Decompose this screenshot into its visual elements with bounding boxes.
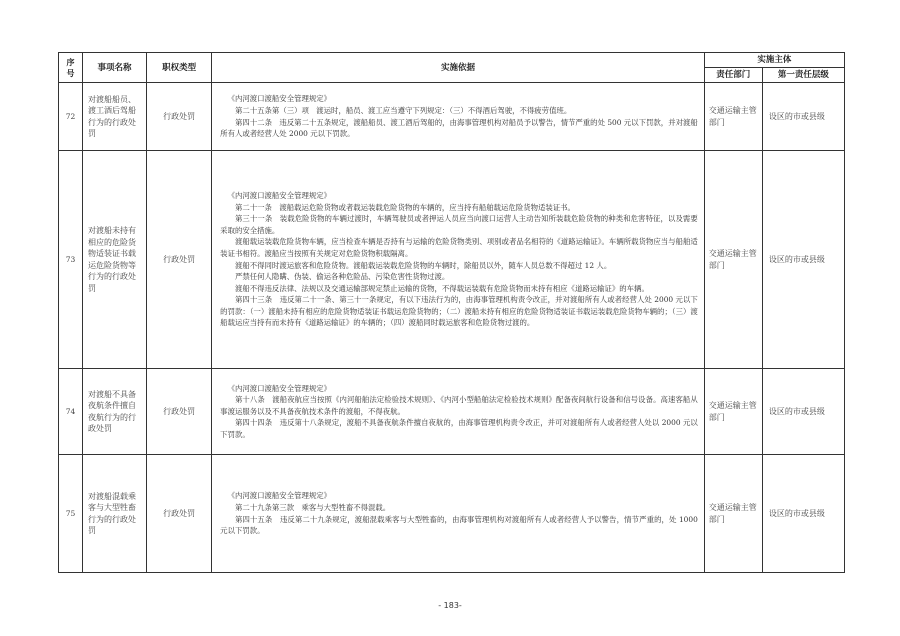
basis-paragraph: 《内河渡口渡船安全管理规定》 [227, 94, 332, 104]
basis-paragraph: 《内河渡口渡船安全管理规定》 [227, 491, 332, 501]
row-number: 74 [59, 369, 83, 455]
table-row [59, 369, 845, 455]
implementation-basis [212, 83, 705, 151]
page-number: - 183- [438, 601, 462, 610]
basis-paragraph: 第二十一条 渡船载运危险货物或者载运装载危险货物的车辆的，应当持有船舶载运危险货物适装证书。 [234, 202, 575, 212]
basis-paragraph: 第四十五条 违反第二十九条规定，渡船混载乘客与大型牲畜的，由海事管理机构对渡船所有人或者经营人予以警告，情节严重的，处 1000 元以下罚款。 [220, 514, 698, 536]
basis-paragraph: 第四十四条 违反第十八条规定，渡船不具备夜航条件擅自夜航的，由海事管理机构责令改正，并可对渡船所有人或者经营人处以 2000 元以下罚款。 [220, 418, 698, 439]
power-type: 行政处罚 [147, 455, 212, 573]
table-row [59, 83, 845, 151]
item-name: 对渡船不具备夜航条件擅自夜航行为的行政处罚 [83, 369, 147, 455]
header-basis: 实施依据 [212, 53, 705, 83]
power-type: 行政处罚 [147, 151, 212, 369]
basis-paragraph: 第二十九条第三款 乘客与大型牲畜不得混载。 [234, 502, 391, 512]
basis-paragraph: 渡船载运装载危险货物车辆，应当检查车辆是否持有与运输的危险货物类别、项别或者品名相符的《道路运输证》。车辆所载货物应当与船舶适装证书相符。渡船应当按照有关规定对危险货物积载隔离。 [220, 237, 698, 258]
powers-table [58, 52, 845, 573]
basis-paragraph: 第十八条 渡船夜航应当按照《内河船舶法定检验技术规则》、《内河小型船舶法定检验技术规则》配备夜间航行设备和信号设备。高速客船从事渡运服务以及不具备夜航技术条件的渡船，不得夜航。 [220, 395, 698, 416]
responsible-dept: 交通运输主管部门 [704, 369, 762, 455]
basis-paragraph: 第四十三条 违反第二十一条、第三十一条规定，有以下违法行为的，由海事管理机构责令改正，并对渡船所有人或者经营人处 2000 元以下的罚款：（一）渡船未持有相应的危险货物适装证书载运危险货物的；（二）渡船未持有相应的危险货物适装证书载运装载危险货物车辆的；（三）渡船载运应当持有而未持有《道路运输证》的车辆的；（四）渡船同时载运旅客和危险货物过渡的。 [220, 295, 698, 328]
power-type: 行政处罚 [147, 83, 212, 151]
row-number: 73 [59, 151, 83, 369]
basis-paragraph: 第三十一条 装载危险货物的车辆过渡时，车辆驾驶员或者押运人员应当向渡口运营人主动告知所装载危险货物的种类和危害特征，以及需要采取的安全措施。 [220, 214, 698, 235]
responsible-level: 设区的市或县级 [762, 369, 844, 455]
implementation-basis [212, 151, 705, 369]
responsible-level: 设区的市或县级 [762, 151, 844, 369]
table-row [59, 151, 845, 369]
header-level: 第一责任层级 [762, 68, 844, 83]
item-name: 对渡船未持有相应的危险货物适装证书载运危险货物等行为的行政处罚 [83, 151, 147, 369]
item-name: 对渡船船员、渡工酒后驾船行为的行政处罚 [83, 83, 147, 151]
header-dept: 责任部门 [704, 68, 762, 83]
basis-paragraph: 渡船不得违反法律、法规以及交通运输部规定禁止运输的货物，不得载运装载有危险货物而未持有相应《道路运输证》的车辆。 [234, 283, 649, 293]
basis-paragraph: 第二十五条第（三）项 渡运时，船员、渡工应当遵守下列规定：（三）不得酒后驾驶，不得疲劳值班。 [234, 105, 572, 115]
basis-paragraph: 《内河渡口渡船安全管理规定》 [227, 190, 332, 200]
basis-paragraph: 《内河渡口渡船安全管理规定》 [227, 383, 332, 393]
row-number: 75 [59, 455, 83, 573]
basis-paragraph: 严禁任何人隐瞒、伪装、偷运各种危险品、污染危害性货物过渡。 [234, 272, 450, 282]
basis-paragraph: 渡船不得同时渡运旅客和危险货物。渡船载运装载危险货物的车辆时，除船员以外，随车人员总数不得超过 12 人。 [234, 260, 612, 270]
implementation-basis [212, 455, 705, 573]
header-no: 序号 [59, 53, 83, 83]
responsible-dept: 交通运输主管部门 [704, 151, 762, 369]
basis-paragraph: 第四十二条 违反第二十五条规定，渡船船员、渡工酒后驾船的，由海事管理机构对船员予以警告，情节严重的处 500 元以下罚款，并对渡船所有人或者经营人处 2000 元以下罚款。 [220, 117, 698, 139]
table-row [59, 455, 845, 573]
row-number: 72 [59, 83, 83, 151]
item-name: 对渡船混载乘客与大型牲畜行为的行政处罚 [83, 455, 147, 573]
responsible-level: 设区的市或县级 [762, 455, 844, 573]
header-name: 事项名称 [83, 53, 147, 83]
header-type: 职权类型 [147, 53, 212, 83]
responsible-dept: 交通运输主管部门 [704, 455, 762, 573]
responsible-level: 设区的市或县级 [762, 83, 844, 151]
responsible-dept: 交通运输主管部门 [704, 83, 762, 151]
header-subject: 实施主体 [704, 53, 844, 68]
implementation-basis [212, 369, 705, 455]
power-type: 行政处罚 [147, 369, 212, 455]
powers-table-page [58, 52, 845, 573]
